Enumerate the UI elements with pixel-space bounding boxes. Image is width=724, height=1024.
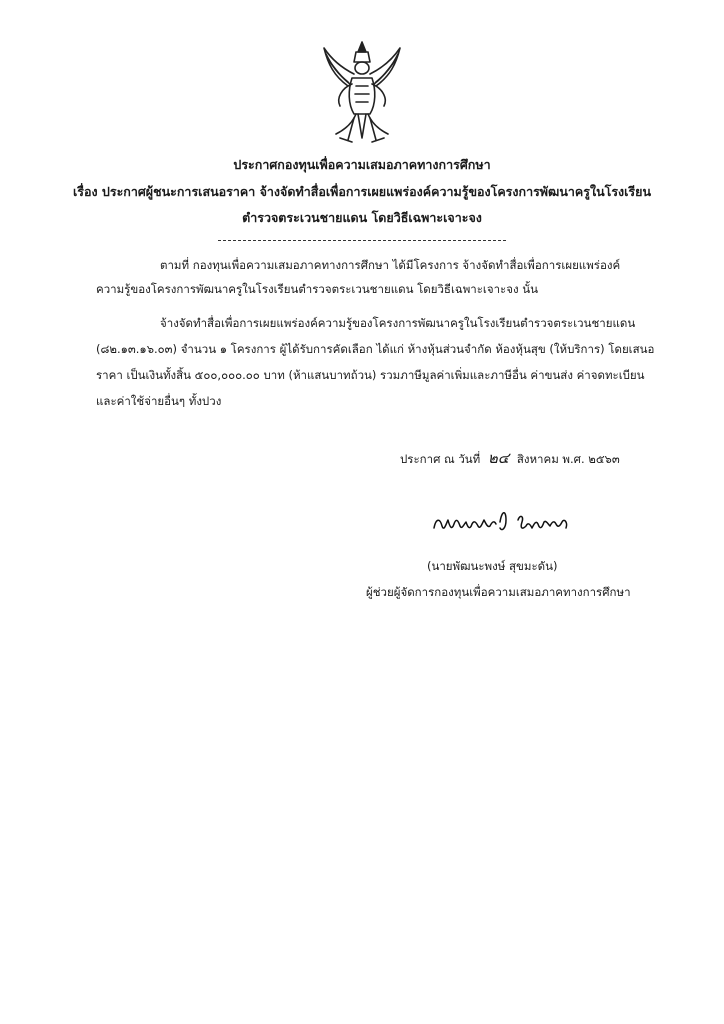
signer-name: (นายพัฒนะพงษ์ สุขมะดัน) (427, 559, 558, 573)
paragraph-1-line-2: ความรู้ของโครงการพัฒนาครูในโรงเรียนตำรวจตระเวนชายแดน โดยวิธีเฉพาะเจาะจง นั้น (96, 282, 538, 296)
announcement-date (400, 446, 620, 470)
announcement-subject: เรื่อง ประกาศผู้ชนะการเสนอราคา จ้างจัดทำสื่อเพื่อการเผยแพร่องค์ความรู้ของโครงการพัฒนาครูในโรงเรียน (72, 184, 652, 199)
paragraph-1-line-1: ตามที่ กองทุนเพื่อความเสมอภาคทางการศึกษา ได้มีโครงการ จ้างจัดทำสื่อเพื่อการเผยแพร่องค์ (160, 258, 621, 272)
header-divider (218, 240, 506, 241)
handwritten-signature (430, 502, 590, 542)
paragraph-2-line-4: และค่าใช้จ่ายอื่นๆ ทั้งปวง (96, 394, 222, 408)
date-month-year: สิงหาคม พ.ศ. ๒๕๖๓ (516, 452, 620, 466)
signer-position: ผู้ช่วยผู้จัดการกองทุนเพื่อความเสมอภาคทางการศึกษา (366, 585, 631, 599)
paragraph-2-line-1: จ้างจัดทำสื่อเพื่อการเผยแพร่องค์ความรู้ของโครงการพัฒนาครูในโรงเรียนตำรวจตระเวนชายแดน (160, 316, 636, 330)
date-day: ๒๔ (487, 449, 510, 467)
announcement-title: ประกาศกองทุนเพื่อความเสมอภาคทางการศึกษา (233, 157, 491, 172)
announcement-subject-continued: ตำรวจตระเวนชายแดน โดยวิธีเฉพาะเจาะจง (242, 210, 482, 225)
date-prefix: ประกาศ ณ วันที่ (400, 452, 481, 466)
garuda-emblem-icon (318, 38, 406, 146)
paragraph-2-line-3: ราคา เป็นเงินทั้งสิ้น ๕๐๐,๐๐๐.๐๐ บาท (ห้าแสนบาทถ้วน) รวมภาษีมูลค่าเพิ่มและภาษีอื่น ค่าขนส่ง ค่าจดทะเบียน (96, 368, 645, 382)
paragraph-2-line-2: (๘๒.๑๓.๑๖.๐๓) จำนวน ๑ โครงการ ผู้ได้รับการคัดเลือก ได้แก่ ห้างหุ้นส่วนจำกัด ห้องหุ้นสุข (ให้บริการ) โดยเสนอ (96, 342, 655, 356)
